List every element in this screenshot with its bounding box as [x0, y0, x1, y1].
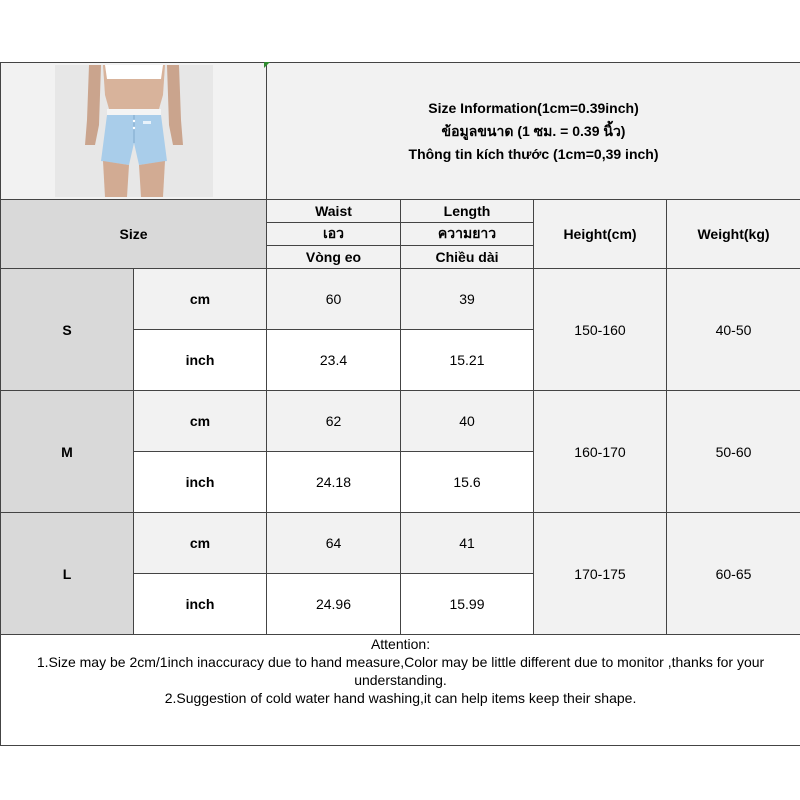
unit-cm: cm [134, 513, 267, 574]
length-cm-l: 41 [401, 513, 534, 574]
attention-notes [1, 635, 800, 746]
size-table [0, 62, 800, 746]
waist-header-en: Waist [267, 200, 401, 223]
waist-inch-m: 24.18 [267, 452, 401, 513]
height-header: Height(cm) [534, 200, 667, 269]
table-row [1, 391, 800, 452]
product-photo-cell [1, 63, 267, 200]
table-row [1, 513, 800, 574]
product-photo [55, 65, 213, 197]
length-header-vi: Chiều dài [401, 246, 534, 269]
unit-cm: cm [134, 269, 267, 330]
corner-mark-icon [264, 62, 270, 68]
height-s: 150-160 [534, 269, 667, 391]
attention-note-1: 1.Size may be 2cm/1inch inaccuracy due to hand measure,Color may be little different due to monitor ,thanks for your understanding. [36, 654, 765, 688]
size-chart [0, 62, 800, 746]
unit-inch: inch [134, 452, 267, 513]
weight-l: 60-65 [667, 513, 800, 635]
size-label-l: L [1, 513, 134, 635]
size-info-vi: Thông tin kích thước (1cm=0,39 inch) [408, 145, 659, 162]
length-inch-l: 15.99 [401, 574, 534, 635]
length-header-en: Length [401, 200, 534, 223]
height-m: 160-170 [534, 391, 667, 513]
length-inch-m: 15.6 [401, 452, 534, 513]
waist-header-th: เอว [267, 223, 401, 246]
unit-cm: cm [134, 391, 267, 452]
waist-cm-l: 64 [267, 513, 401, 574]
length-header-th: ความยาว [401, 223, 534, 246]
waist-inch-l: 24.96 [267, 574, 401, 635]
waist-header-vi: Vòng eo [267, 246, 401, 269]
attention-title: Attention: [370, 636, 431, 652]
height-l: 170-175 [534, 513, 667, 635]
table-row [1, 269, 800, 330]
unit-inch: inch [134, 330, 267, 391]
waist-cm-m: 62 [267, 391, 401, 452]
weight-m: 50-60 [667, 391, 800, 513]
size-info-th: ข้อมูลขนาด (1 ซม. = 0.39 นิ้ว) [441, 122, 626, 139]
unit-inch: inch [134, 574, 267, 635]
weight-header: Weight(kg) [667, 200, 800, 269]
size-info-en: Size Information(1cm=0.39inch) [428, 99, 639, 116]
weight-s: 40-50 [667, 269, 800, 391]
size-column-title: Size [1, 200, 267, 269]
length-cm-m: 40 [401, 391, 534, 452]
length-inch-s: 15.21 [401, 330, 534, 391]
size-label-m: M [1, 391, 134, 513]
size-label-s: S [1, 269, 134, 391]
length-cm-s: 39 [401, 269, 534, 330]
waist-cm-s: 60 [267, 269, 401, 330]
size-info-cell [267, 63, 800, 200]
waist-inch-s: 23.4 [267, 330, 401, 391]
attention-note-2: 2.Suggestion of cold water hand washing,it can help items keep their shape. [164, 690, 637, 706]
